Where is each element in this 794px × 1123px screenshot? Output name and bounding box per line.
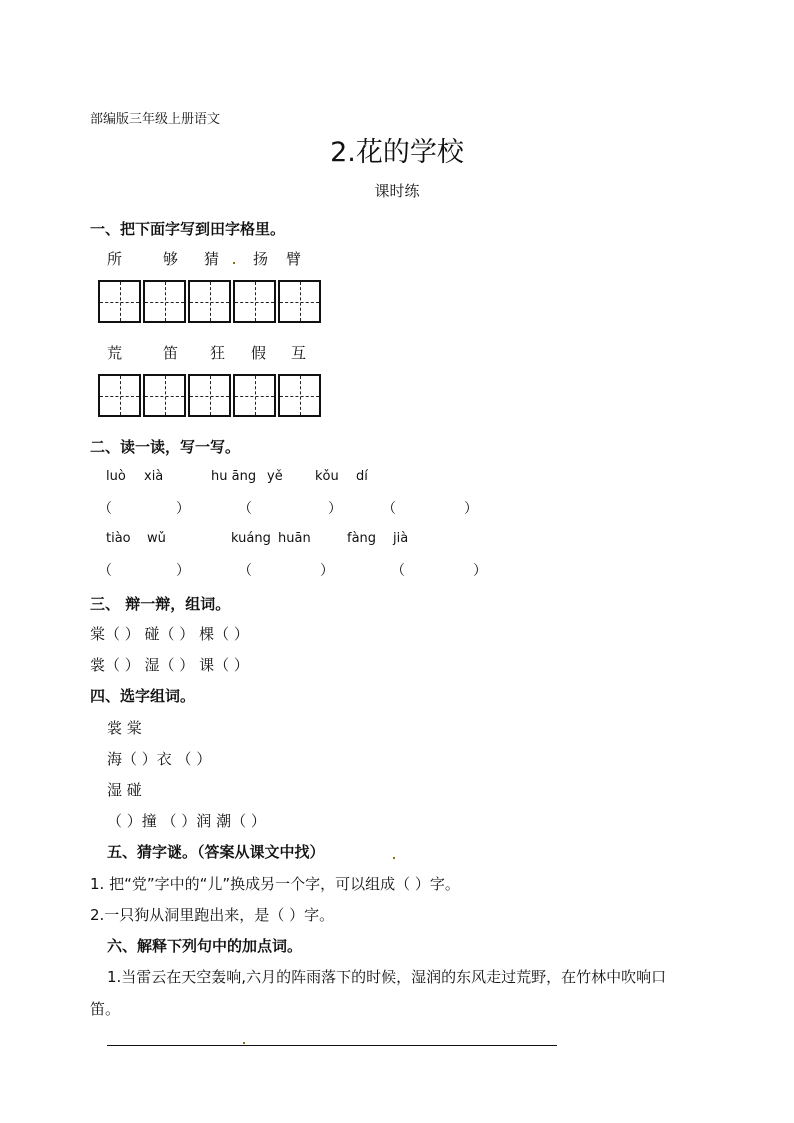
answer-blanks-row-2	[0, 560, 794, 578]
section6-heading: 六、解释下列句中的加点词。	[107, 937, 303, 955]
char-item: 狂	[210, 344, 226, 362]
grid-cell[interactable]	[98, 280, 141, 323]
grid-cell[interactable]	[233, 374, 276, 417]
pinyin-syllable: luò	[106, 469, 126, 484]
page-subtitle: 课时练	[374, 182, 420, 200]
section1-heading: 一、把下面字写到田字格里。	[90, 220, 286, 238]
section5-heading: 五、猜字谜。（答案从课文中找）	[107, 843, 325, 861]
pinyin-syllable: kǒu	[315, 469, 339, 484]
mark-dot	[243, 1042, 245, 1044]
paren-close: ）	[464, 501, 478, 517]
char-item: 笛	[163, 344, 179, 362]
pinyin-syllable: hu āng	[211, 469, 257, 484]
grid-cell[interactable]	[188, 374, 231, 417]
char-item: 所	[107, 250, 123, 268]
paren-close: ）	[328, 501, 342, 517]
word-group-line-1: 棠（ ） 碰（ ） 棵（ ）	[90, 625, 249, 643]
paren-open: （	[238, 501, 252, 517]
section3-heading: 三、 辩一辩，组词。	[90, 595, 231, 613]
grid-cell[interactable]	[143, 280, 186, 323]
paren-open: （	[238, 563, 252, 579]
paren-open: （	[391, 563, 405, 579]
char-item: 假	[251, 344, 267, 362]
riddle-question-1: 1. 把“党”字中的“儿”换成另一个字，可以组成（ ）字。	[90, 875, 460, 893]
grid-cell[interactable]	[233, 280, 276, 323]
char-item: 臂	[286, 250, 302, 268]
mark-dot	[393, 857, 395, 859]
grid-cell[interactable]	[278, 280, 321, 323]
pinyin-syllable: dí	[356, 469, 368, 484]
sentence-line-1: 1.当雷云在天空轰响,六月的阵雨落下的时候，湿润的东风走过荒野，在竹林中吹响口	[107, 968, 667, 986]
paren-close: ）	[176, 563, 190, 579]
pinyin-syllable: xià	[144, 469, 164, 484]
char-row-1	[0, 248, 794, 268]
choice-pair-2: 湿 碰	[107, 781, 142, 799]
pinyin-syllable: jià	[393, 531, 409, 546]
paren-close: ）	[320, 563, 334, 579]
pinyin-syllable: tiào	[106, 531, 131, 546]
pinyin-syllable: yě	[267, 469, 283, 484]
paren-open: （	[98, 563, 112, 579]
section2-heading: 二、读一读，写一写。	[90, 438, 241, 456]
char-row-2	[0, 342, 794, 362]
answer-line[interactable]	[107, 1045, 557, 1046]
word-group-line-2: 裳（ ） 湿（ ） 课（ ）	[90, 656, 249, 674]
char-item: 猜	[204, 250, 220, 268]
fill-line-1: 海（ ）衣 （ ）	[107, 750, 212, 768]
writing-grid-1	[98, 280, 323, 323]
paren-close: ）	[473, 563, 487, 579]
choice-pair-1: 裳 棠	[107, 719, 142, 737]
grid-cell[interactable]	[98, 374, 141, 417]
grid-cell[interactable]	[278, 374, 321, 417]
char-item: 扬	[253, 250, 269, 268]
writing-grid-2	[98, 374, 323, 417]
pinyin-row-1	[0, 469, 794, 487]
paren-open: （	[382, 501, 396, 517]
sentence-line-2: 笛。	[90, 1000, 121, 1018]
page-title: 2.花的学校	[330, 137, 464, 168]
section4-heading: 四、选字组词。	[90, 687, 196, 705]
char-item: 荒	[107, 344, 123, 362]
pinyin-syllable: wǔ	[147, 531, 166, 546]
riddle-question-2: 2.一只狗从洞里跑出来，是（ ）字。	[90, 906, 335, 924]
grid-cell[interactable]	[188, 280, 231, 323]
paren-close: ）	[176, 501, 190, 517]
pinyin-row-2	[0, 531, 794, 549]
char-item: 够	[163, 250, 179, 268]
char-item: 互	[291, 344, 307, 362]
fill-line-2: （ ）撞 （ ）润 潮（ ）	[107, 812, 266, 830]
answer-blanks-row-1	[0, 498, 794, 516]
grid-cell[interactable]	[143, 374, 186, 417]
pinyin-syllable: fàng	[347, 531, 377, 546]
paren-open: （	[98, 501, 112, 517]
pinyin-syllable: kuáng	[231, 531, 271, 546]
pinyin-syllable: huān	[278, 531, 311, 546]
series-label: 部编版三年级上册语文	[90, 112, 221, 127]
